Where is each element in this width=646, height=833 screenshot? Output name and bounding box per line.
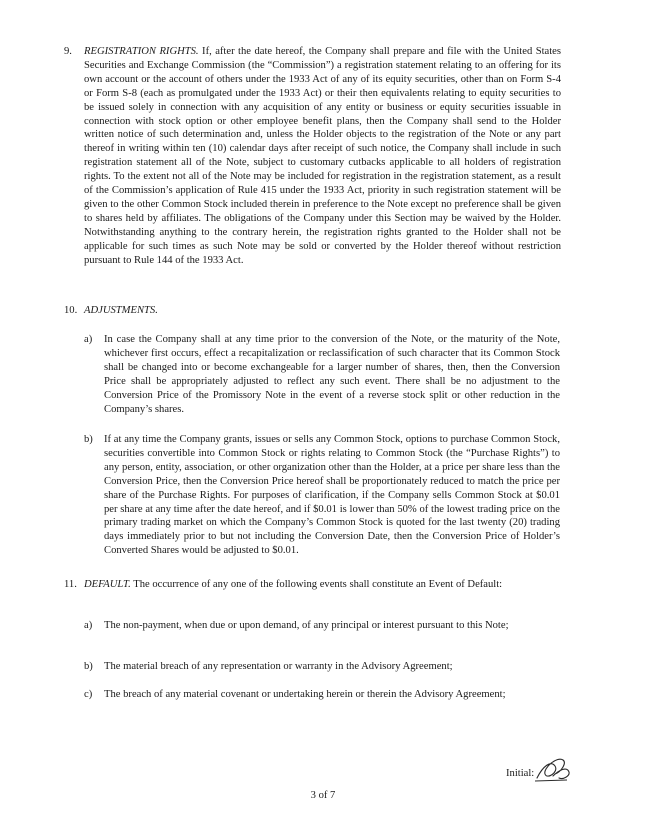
section-10b-label: b) [84, 434, 93, 445]
section-11-paragraph [84, 578, 561, 592]
section-11a-text: The non-payment, when due or upon demand, of any principal or interest pursuant to this Note; [104, 620, 509, 631]
section-11c-label: c) [84, 689, 93, 700]
section-11-text: The occurrence of any one of the following events shall constitute an Event of Default: [130, 579, 503, 590]
section-10b-text: If at any time the Company grants, issues or sells any Common Stock, options to purchase Common Stock, securities convertible into Common Stock or rights relating to Common Stock (the “Purchase Rights”) to any person, entity, association, or other organization other than the Holder, at a price per share less than the Conversion Price, then the Conversion Price hereof shall be proportionately reduced to match the price per share of the Purchase Rights. For purposes of clarification, if the Company sells Common Stock at $0.01 per share at any time after the date hereof, and if $0.01 is lower than 50% of the lowest trading price on the primary trading market on which the Company’s Common Stock is quoted for the last twenty (20) trading days immediately prior to but not including the Conversion Date, then the Conversion Price of Holder’s Converted Shares would be adjusted to $0.01. [104, 434, 560, 557]
section-11-number: 11. [64, 579, 77, 590]
initial-label: Initial: [506, 768, 535, 779]
section-11-heading: DEFAULT. [84, 579, 131, 590]
page-number: 3 of 7 [310, 790, 336, 801]
section-10-number: 10. [64, 305, 78, 316]
section-11c-text: The breach of any material covenant or undertaking herein or therein the Advisory Agreement; [104, 689, 506, 700]
section-10a-label: a) [84, 334, 93, 345]
section-10-heading: ADJUSTMENTS. [84, 305, 158, 316]
section-9-heading: REGISTRATION RIGHTS. [84, 46, 199, 57]
section-9-text: If, after the date hereof, the Company shall prepare and file with the United States Securities and Exchange Commission (the “Commission”) a registration statement relating to an offering for its own account or the account of others under the 1933 Act of any of its equity securities, other than on Form S-4 or Form S-8 (each as promulgated under the 1933 Act) or their then equivalents relating to equity securities to be issued solely in connection with any acquisition of any entity or business or equity securities issuable in connection with stock option or other employee benefit plans, then the Company shall send to the Holder written notice of such determination and, unless the Holder objects to the registration of the Note or any part thereof in writing within ten (10) calendar days after receipt of such notice, the Company shall include in such registration statement all of the Note, subject to customary cutbacks applicable to all holders of registration rights. To the extent not all of the Note may be included for registration in the registration statement, as a result of the Commission’s application of Rule 415 under the 1933 Act, priority in such registration statement will be given to the other Common Stock included therein in preference to the Note except no preference shall be given to shares held by affiliates. The obligations of the Company under this Section may be waived by the Holder. Notwithstanding anything to the contrary herein, the registration rights granted to the Holder shall not be applicable for such times as such Note may be sold or converted by the Holder thereof without restriction pursuant to Rule 144 of the 1933 Act. [84, 46, 561, 266]
section-11a-label: a) [84, 620, 93, 631]
section-11b-text: The material breach of any representation or warranty in the Advisory Agreement; [104, 661, 453, 672]
initial-signature-icon [533, 752, 573, 786]
section-9-number: 9. [64, 46, 72, 57]
section-9-paragraph [84, 45, 561, 268]
section-11b-label: b) [84, 661, 93, 672]
section-10a-text: In case the Company shall at any time prior to the conversion of the Note, or the maturity of the Note, whichever first occurs, effect a recapitalization or reclassification of such character that its Common Stock shall be changed into or become exchangeable for a larger number of shares, then, then the Conversion Price shall be appropriately adjusted to reflect any such event. There shall be no adjustment to the Conversion Price of the Promissory Note in the event of a reverse stock split or other reduction in the Company’s shares. [104, 334, 560, 415]
